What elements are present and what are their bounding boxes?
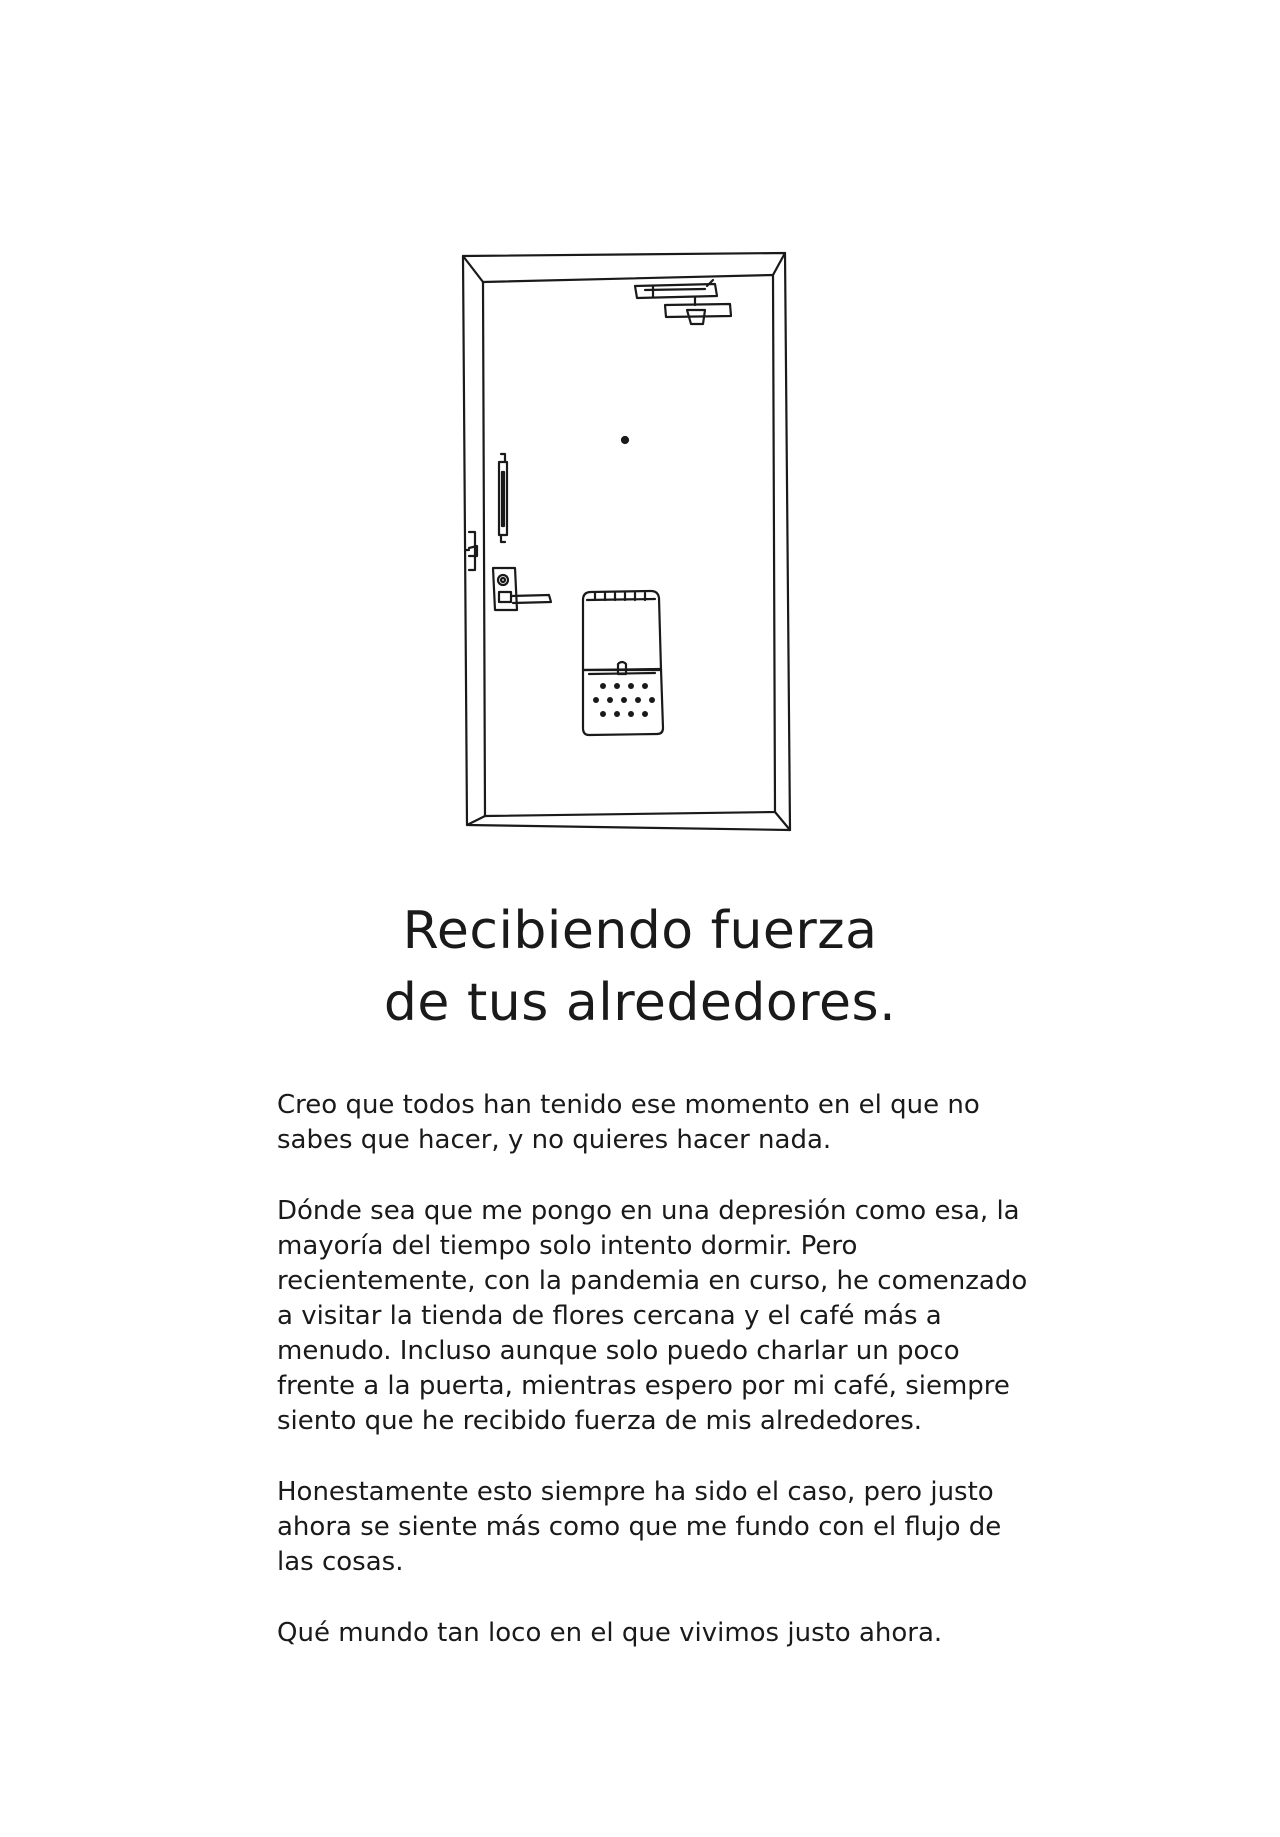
paragraph-3: Honestamente esto siempre ha sido el caso, pero justo ahora se siente más como que me fundo con el flujo de las cosas.	[277, 1477, 1002, 1577]
door-lock-lever	[493, 568, 551, 610]
page-title	[0, 895, 1280, 1039]
paragraph-1: Creo que todos han tenido ese momento en el que no sabes que hacer, y no quieres hacer nada.	[277, 1090, 980, 1155]
mail-slot-vent-holes	[593, 683, 655, 717]
door-pull-handle	[499, 454, 507, 542]
door-closer	[635, 280, 731, 324]
mail-slot	[583, 591, 663, 735]
door-latch-edge	[465, 532, 477, 570]
peephole	[622, 437, 628, 443]
door-frame-outer	[463, 253, 790, 830]
door-illustration	[455, 250, 805, 840]
door-drawing	[455, 250, 805, 840]
title-line-2: de tus alrededores.	[383, 973, 897, 1033]
paragraph-2: Dónde sea que me pongo en una depresión como esa, la mayoría del tiempo solo intento dormir. Pero recientemente, con la pandemia en curso, he comenzado a visitar la tienda de flores cercana y el café más a menudo. Incluso aunque solo puedo charlar un poco frente a la puerta, mientras espero por mi café, siempre siento que he recibido fuerza de mis alrededores.	[277, 1196, 1028, 1436]
body-text	[277, 1088, 1037, 1651]
paragraph-4: Qué mundo tan loco en el que vivimos justo ahora.	[277, 1618, 943, 1648]
title-line-1: Recibiendo fuerza	[402, 901, 878, 961]
